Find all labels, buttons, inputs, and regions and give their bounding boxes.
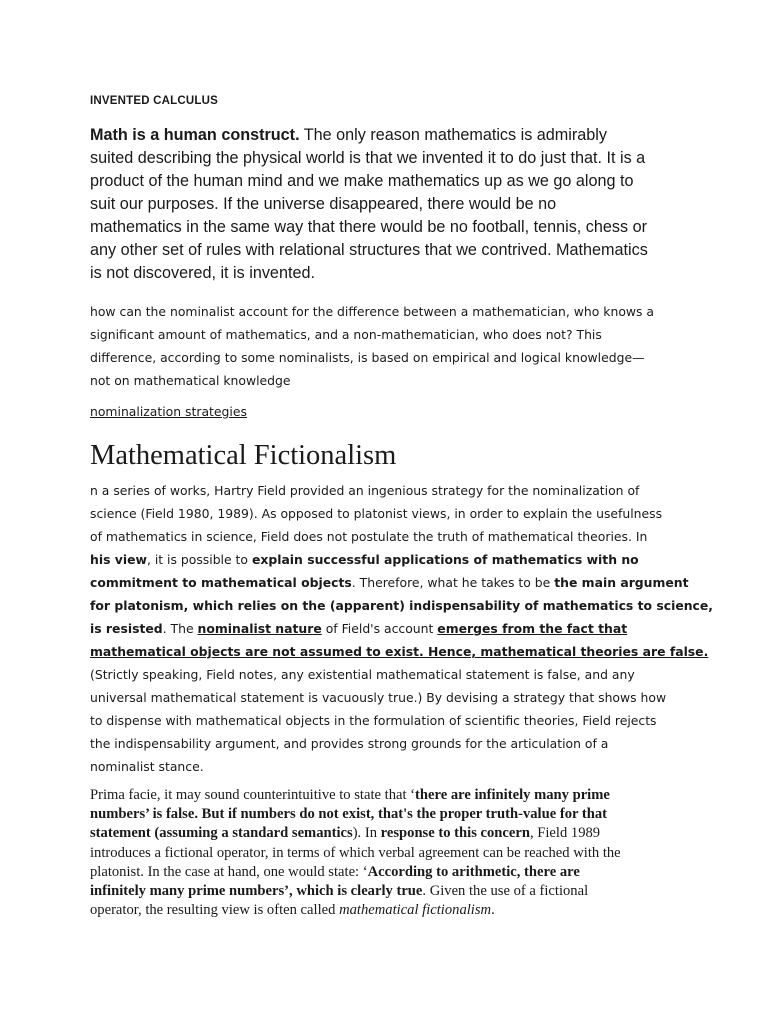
- paragraph-field-strategy: n a series of works, Hartry Field provided an ingenious strategy for the nominalization of science (Field 1980, 1989). As opposed to platonist views, in order to explain the usefulness of mathematics in science, Field does not postulate the truth of mathematical theories. In his view, it is possible to explain successful applications of mathematics with no commitment to mathematical objects. Therefore, what he takes to be the main argument for platonism, which relies on the (apparent) indispensability of mathematics to science, is resisted. The nominalist nature of Field's account emerges from the fact that mathematical objects are not assumed to exist. Hence, mathematical theories are false. (Strictly speaking, Field notes, any existential mathematical statement is false, and any universal mathematical statement is vacuously true.) By devising a strategy that shows how to dispense with mathematical objects in the formulation of scientific theories, Field rejects the indispensability argument, and provides strong grounds for the articulation of a nominalist stance.: [90, 483, 714, 774]
- paragraph-nominalist-question: how can the nominalist account for the difference between a mathematician, who knows a significant amount of mathematics, and a non-mathematician, who does not? This difference, according to some nominalists, is based on empirical and logical knowledge— not on mathematical knowledge: [90, 304, 655, 388]
- page-title: Mathematical Fictionalism: [90, 440, 397, 471]
- section-heading: INVENTED CALCULUS: [90, 95, 218, 107]
- nominalization-strategies-link[interactable]: nominalization strategies: [90, 404, 247, 419]
- paragraph-human-construct: Math is a human construct. The only reason mathematics is admirably suited describing the physical world is that we invented it to do just that. It is a product of the human mind and we make mathematics up as we go along to suit our purposes. If the universe disappeared, there would be no mathematics in the same way that there would be no football, tennis, chess or any other set of rules with relational structures that we contrived. Mathematics is not discovered, it is invented.: [90, 126, 648, 282]
- lead-sentence: Math is a human construct.: [90, 126, 300, 144]
- paragraph-prima-facie: Prima facie, it may sound counterintuitive to state that ‘there are infinitely many prime numbers’ is false. But if numbers do not exist, that's the proper truth-value for that statement (assuming a standard semantics). In response to this concern, Field 1989 introduces a fictional operator, in terms of which verbal agreement can be reached with the platonist. In the case at hand, one would state: ‘According to arithmetic, there are infinitely many prime numbers’, which is clearly true. Given the use of a fictional operator, the resulting view is often called mathematical fictionalism.: [90, 787, 621, 919]
